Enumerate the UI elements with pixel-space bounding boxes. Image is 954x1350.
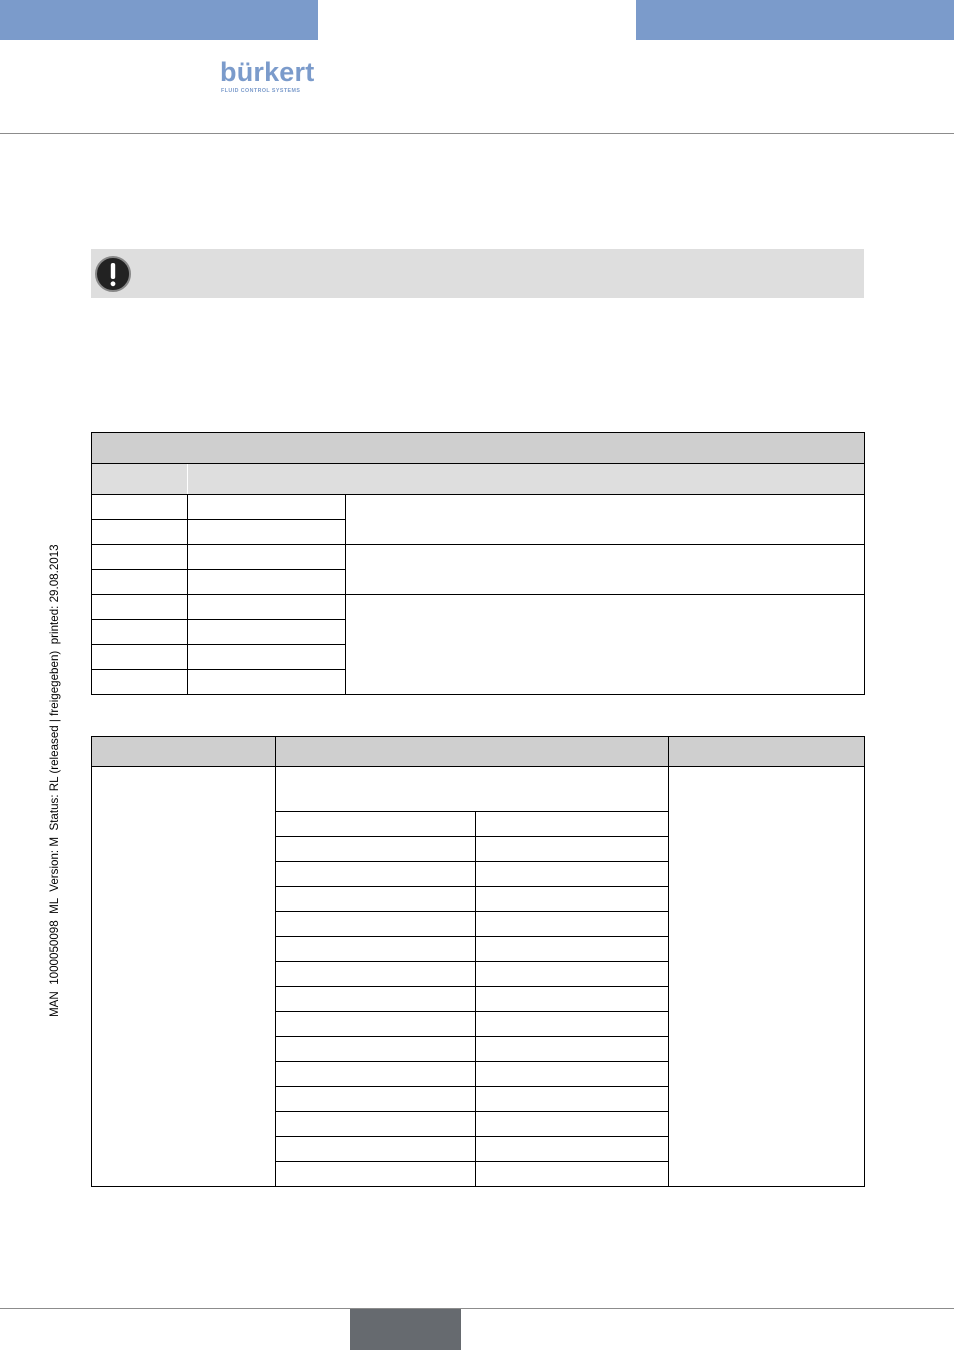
- footer-divider: [0, 1308, 954, 1309]
- table-row: [92, 595, 865, 620]
- page-number-tab: [350, 1309, 461, 1350]
- table-row: [92, 495, 865, 520]
- burkert-logo: [220, 57, 320, 95]
- table-2-header-row: [92, 737, 865, 767]
- document-status-stamp: MAN 1000050098 ML Version: M Status: RL (released | freigegeben) printed: 29.08.2013: [48, 544, 61, 1017]
- header-bar-left: [0, 0, 318, 40]
- table-row: [92, 545, 865, 570]
- notice-box: [91, 249, 864, 298]
- table-2: [91, 736, 865, 1187]
- logo-wordmark: bürkert: [220, 57, 315, 87]
- header-divider: [0, 133, 954, 134]
- table-row: [92, 767, 865, 812]
- logo-tagline: FLUID CONTROL SYSTEMS: [221, 88, 301, 94]
- table-1: [91, 432, 865, 695]
- table-1-title-row: [92, 433, 865, 464]
- header-bar-right: [636, 0, 954, 40]
- exclamation-circle-icon: [94, 255, 132, 293]
- table-1-header-row: [92, 464, 865, 495]
